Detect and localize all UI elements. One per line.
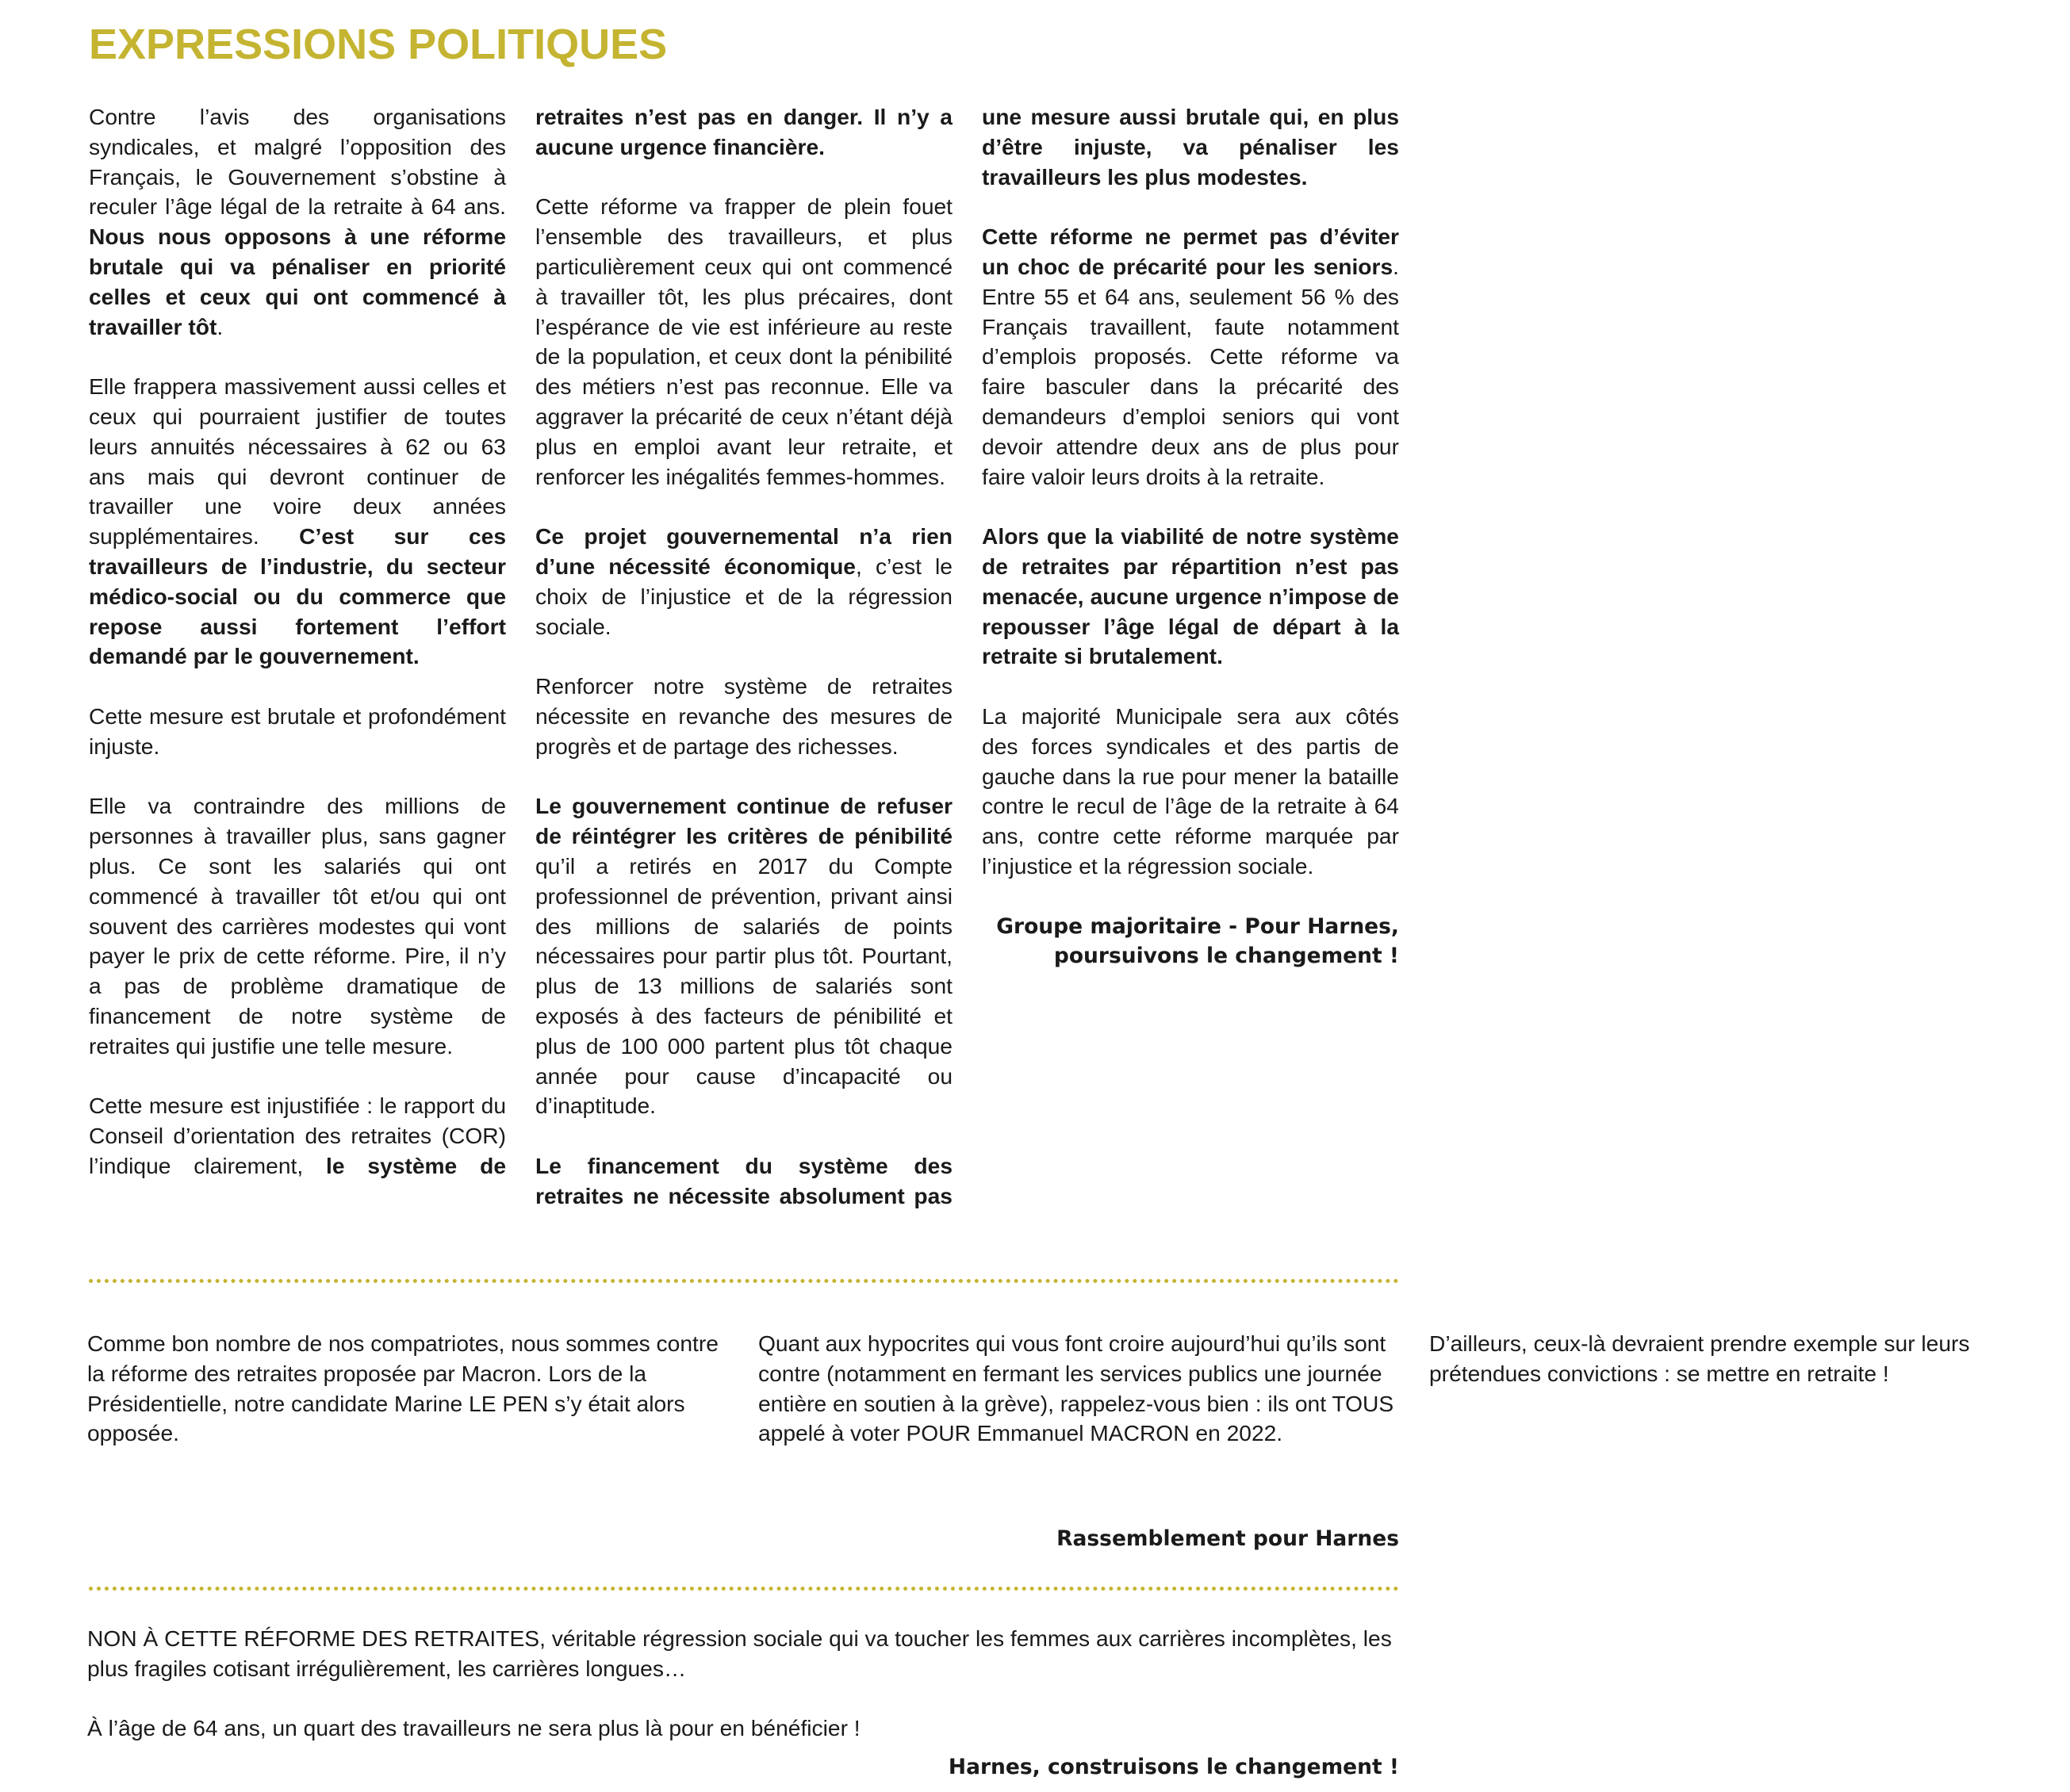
text-run: qu’il a retirés en 2017 du Compte professionnel de prévention, privant ainsi des millions de salariés de points nécessaires pour partir plus tôt. Pourtant, plus de 13 millions de salariés sont exposés à des facteurs de pénibilité et plus de 100 000 partent plus tôt chaque année pour cause d’incapacité ou d’inaptitude.: [535, 852, 953, 1119]
rassemblement-article: [87, 1329, 1970, 1495]
bold-text-run: Ce projet gouvernemental n’a rien d’une nécessité économique: [535, 523, 953, 579]
dotted-divider: [89, 1587, 1399, 1591]
paragraph: La majorité Municipale sera aux côtés des forces syndicales et des partis de gauche dans la rue pour mener la bataille contre le recul de l’âge de la retraite à 64 ans, contre cette réforme marquée par l’injustice et la régression sociale.: [982, 703, 1399, 879]
signature-line: Groupe majoritaire - Pour Harnes,: [996, 913, 1399, 939]
text-run: .: [217, 313, 224, 339]
paragraph: [89, 102, 506, 342]
text-run: Contre l’avis des organisations syndicales, et malgré l’opposition des Français, le Gouvernement s’obstine à reculer l’âge légal de la retraite à 64 ans.: [89, 104, 506, 220]
bold-text-run: Nous nous opposons à une réforme brutale qui va pénaliser en priorité celles et ceux qui ont commencé à travailler tôt: [89, 224, 506, 339]
paragraph: [89, 372, 506, 672]
paragraph: Renforcer notre système de retraites nécessite en revanche des mesures de progrès et de partage des richesses.: [535, 673, 953, 759]
page-title: EXPRESSIONS POLITIQUES: [89, 21, 668, 68]
paragraph: Comme bon nombre de nos compatriotes, nous sommes contre la réforme des retraites proposée par Macron. Lors de la Présidentielle, notre candidate Marine LE PEN s’y était alors opposée.: [87, 1331, 719, 1446]
majority-group-signature: [982, 912, 1399, 972]
text-run: , c’est le choix de l’injustice et de la régression sociale.: [535, 553, 953, 639]
paragraph: D’ailleurs, ceux-là devraient prendre exemple sur leurs prétendues convictions : se mettre en retraite !: [1429, 1331, 1970, 1386]
majority-group-article: [89, 102, 1399, 1228]
dotted-divider: [89, 1279, 1399, 1283]
bold-text-run: Alors que la viabilité de notre système de retraites par répartition n’est pas menacée, aucune urgence n’impose de repousser l’âge légal de départ à la retraite si brutalement.: [982, 523, 1399, 669]
bold-text-run: Le gouvernement continue de refuser de réintégrer les critères de pénibilité: [535, 793, 953, 849]
bold-text-run: C’est sur ces travailleurs de l’industrie, du secteur médico-social ou du commerce que repose aussi fortement l’effort demandé par le gouvernement.: [89, 523, 506, 669]
paragraph: Cette réforme va frapper de plein fouet l’ensemble des travailleurs, et plus particulièrement ceux qui ont commencé à travailler tôt, les plus précaires, dont l’espérance de vie est inférieure au reste de la population, et ceux dont la pénibilité des métiers n’est pas reconnue. Elle va aggraver la précarité de ceux n’étant déjà plus en emploi avant leur retraite, et renforcer les inégalités femmes-hommes.: [535, 193, 953, 489]
paragraph: [982, 222, 1399, 492]
text-run: Cette mesure est injustifiée : le rapport du Conseil d’orientation des retraites (COR) l’indique clairement,: [89, 1093, 506, 1178]
paragraph: Quant aux hypocrites qui vous font croire aujourd’hui qu’ils sont contre (notamment en fermant les services publics une journée entière en soutien à la grève), rappelez-vous bien : ils ont TOUS appelé à voter POUR Emmanuel MACRON en 2022.: [758, 1331, 1394, 1446]
harnes-construisons-article: [87, 1624, 1399, 1744]
harnes-construisons-signature: Harnes, construisons le changement !: [948, 1755, 1399, 1779]
paragraph: [535, 522, 953, 641]
paragraph: À l’âge de 64 ans, un quart des travailleurs ne sera plus là pour en bénéficier !: [87, 1715, 861, 1741]
bold-text-run: Le financement du système des retraites ne nécessite absolument pas une mesure aussi brutale qui, en plus d’être injuste, va pénaliser les travailleurs les plus modestes.: [535, 104, 1399, 1208]
signature-line: poursuivons le changement !: [1053, 944, 1399, 969]
paragraph: Elle va contraindre des millions de personnes à travailler plus, sans gagner plus. Ce sont les salariés qui ont commencé à travailler tôt et/ou qui ont souvent des carrières modestes qui vont payer le prix de cette réforme. Pire, il n’y a pas de problème dramatique de financement de notre système de retraites qui justifie une telle mesure.: [89, 793, 506, 1059]
bold-text-run: le système de retraites n’est pas en danger. Il n’y a aucune urgence financière.: [326, 104, 953, 1178]
paragraph: [982, 522, 1399, 672]
paragraph: Cette mesure est brutale et profondément injuste.: [89, 703, 506, 759]
bold-text-run: Cette réforme ne permet pas d’éviter un choc de précarité pour les seniors: [982, 224, 1399, 279]
rassemblement-signature: Rassemblement pour Harnes: [1056, 1526, 1399, 1551]
text-run: . Entre 55 et 64 ans, seulement 56 % des Français travaillent, faute notamment d’emplois proposés. Cette réforme va faire basculer dans la précarité des demandeurs d’emploi seniors qui vont devoir attendre deux ans de plus pour faire valoir leurs droits à la retraite.: [982, 253, 1399, 489]
paragraph: [535, 791, 953, 1121]
paragraph: NON À CETTE RÉFORME DES RETRAITES, véritable régression sociale qui va toucher les femmes aux carrières incomplètes, les plus fragiles cotisant irrégulièrement, les carrières longues…: [87, 1625, 1392, 1681]
text-run: Elle frappera massivement aussi celles et ceux qui pourraient justifier de toutes leurs annuités nécessaires à 62 ou 63 ans mais qui devront continuer de travailler une voire deux années supplémentaires.: [89, 373, 506, 549]
